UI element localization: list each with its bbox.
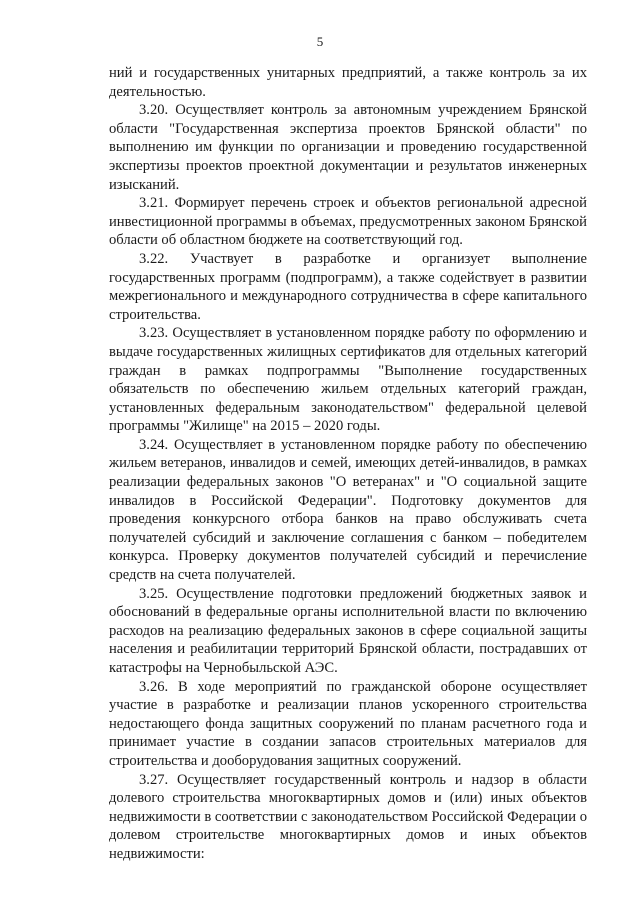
paragraph-3-24: 3.24. Осуществляет в установленном порядке работу по обеспечению жильем ветеранов, инвалидов и семей, имеющих детей-инвалидов, в рамках реализации федеральных законов "О ветеранах" и "О социальной защите инвалидов в Российской Федерации". Подготовку документов для проведения конкурсного отбора банков на право обслуживать счета получателей субсидий и заключение соглашения с банком – победителем конкурса. Проверку документов получателей субсидий и перечисление средств на счета получателей.	[109, 436, 587, 584]
paragraph-3-25: 3.25. Осуществление подготовки предложений бюджетных заявок и обоснований в федеральные органы исполнительной власти по включению расходов на реализацию федеральных законов в сфере социальной защиты населения и реабилитации территорий Брянской области, пострадавших от катастрофы на Чернобыльской АЭС.	[109, 585, 587, 676]
paragraph-3-27: 3.27. Осуществляет государственный контроль и надзор в области долевого строительства многоквартирных домов и (или) иных объектов недвижимости в соответствии с законодательством Российской Федерации о долевом строительстве многоквартирных домов и иных объектов недвижимости:	[109, 771, 587, 862]
paragraph-3-23: 3.23. Осуществляет в установленном порядке работу по оформлению и выдаче государственных жилищных сертификатов для отдельных категорий граждан в рамках подпрограммы "Выполнение государственных обязательств по обеспечению жильем отдельных категорий граждан, установленных федеральным законодательством" федеральной целевой программы "Жилище" на 2015 – 2020 годы.	[109, 325, 587, 435]
paragraph-continuation: ний и государственных унитарных предприятий, а также контроль за их деятельностью.	[109, 65, 587, 100]
paragraph-3-21: 3.21. Формирует перечень строек и объектов региональной адресной инвестиционной программы в объемах, предусмотренных законом Брянской области об областном бюджете на соответствующий год.	[109, 195, 587, 249]
document-body	[109, 64, 587, 864]
paragraph-3-20: 3.20. Осуществляет контроль за автономным учреждением Брянской области "Государственная экспертиза проектов Брянской области" по выполнению им функции по организации и проведению государственной экспертизы проектов проектной документации и результатов инженерных изысканий.	[109, 102, 587, 193]
paragraph-3-26: 3.26. В ходе мероприятий по гражданской обороне осуществляет участие в разработке и реализации планов ускоренного строительства недостающего фонда защитных сооружений по планам расчетного года и принимает участие в создании запасов строительных материалов для строительства и дооборудования защитных сооружений.	[109, 678, 587, 769]
paragraph-3-22: 3.22. Участвует в разработке и организует выполнение государственных программ (подпрограмм), а также содействует в развитии межрегионального и международного сотрудничества в сфере капитального строительства.	[109, 250, 587, 323]
page-number: 5	[316, 34, 324, 49]
